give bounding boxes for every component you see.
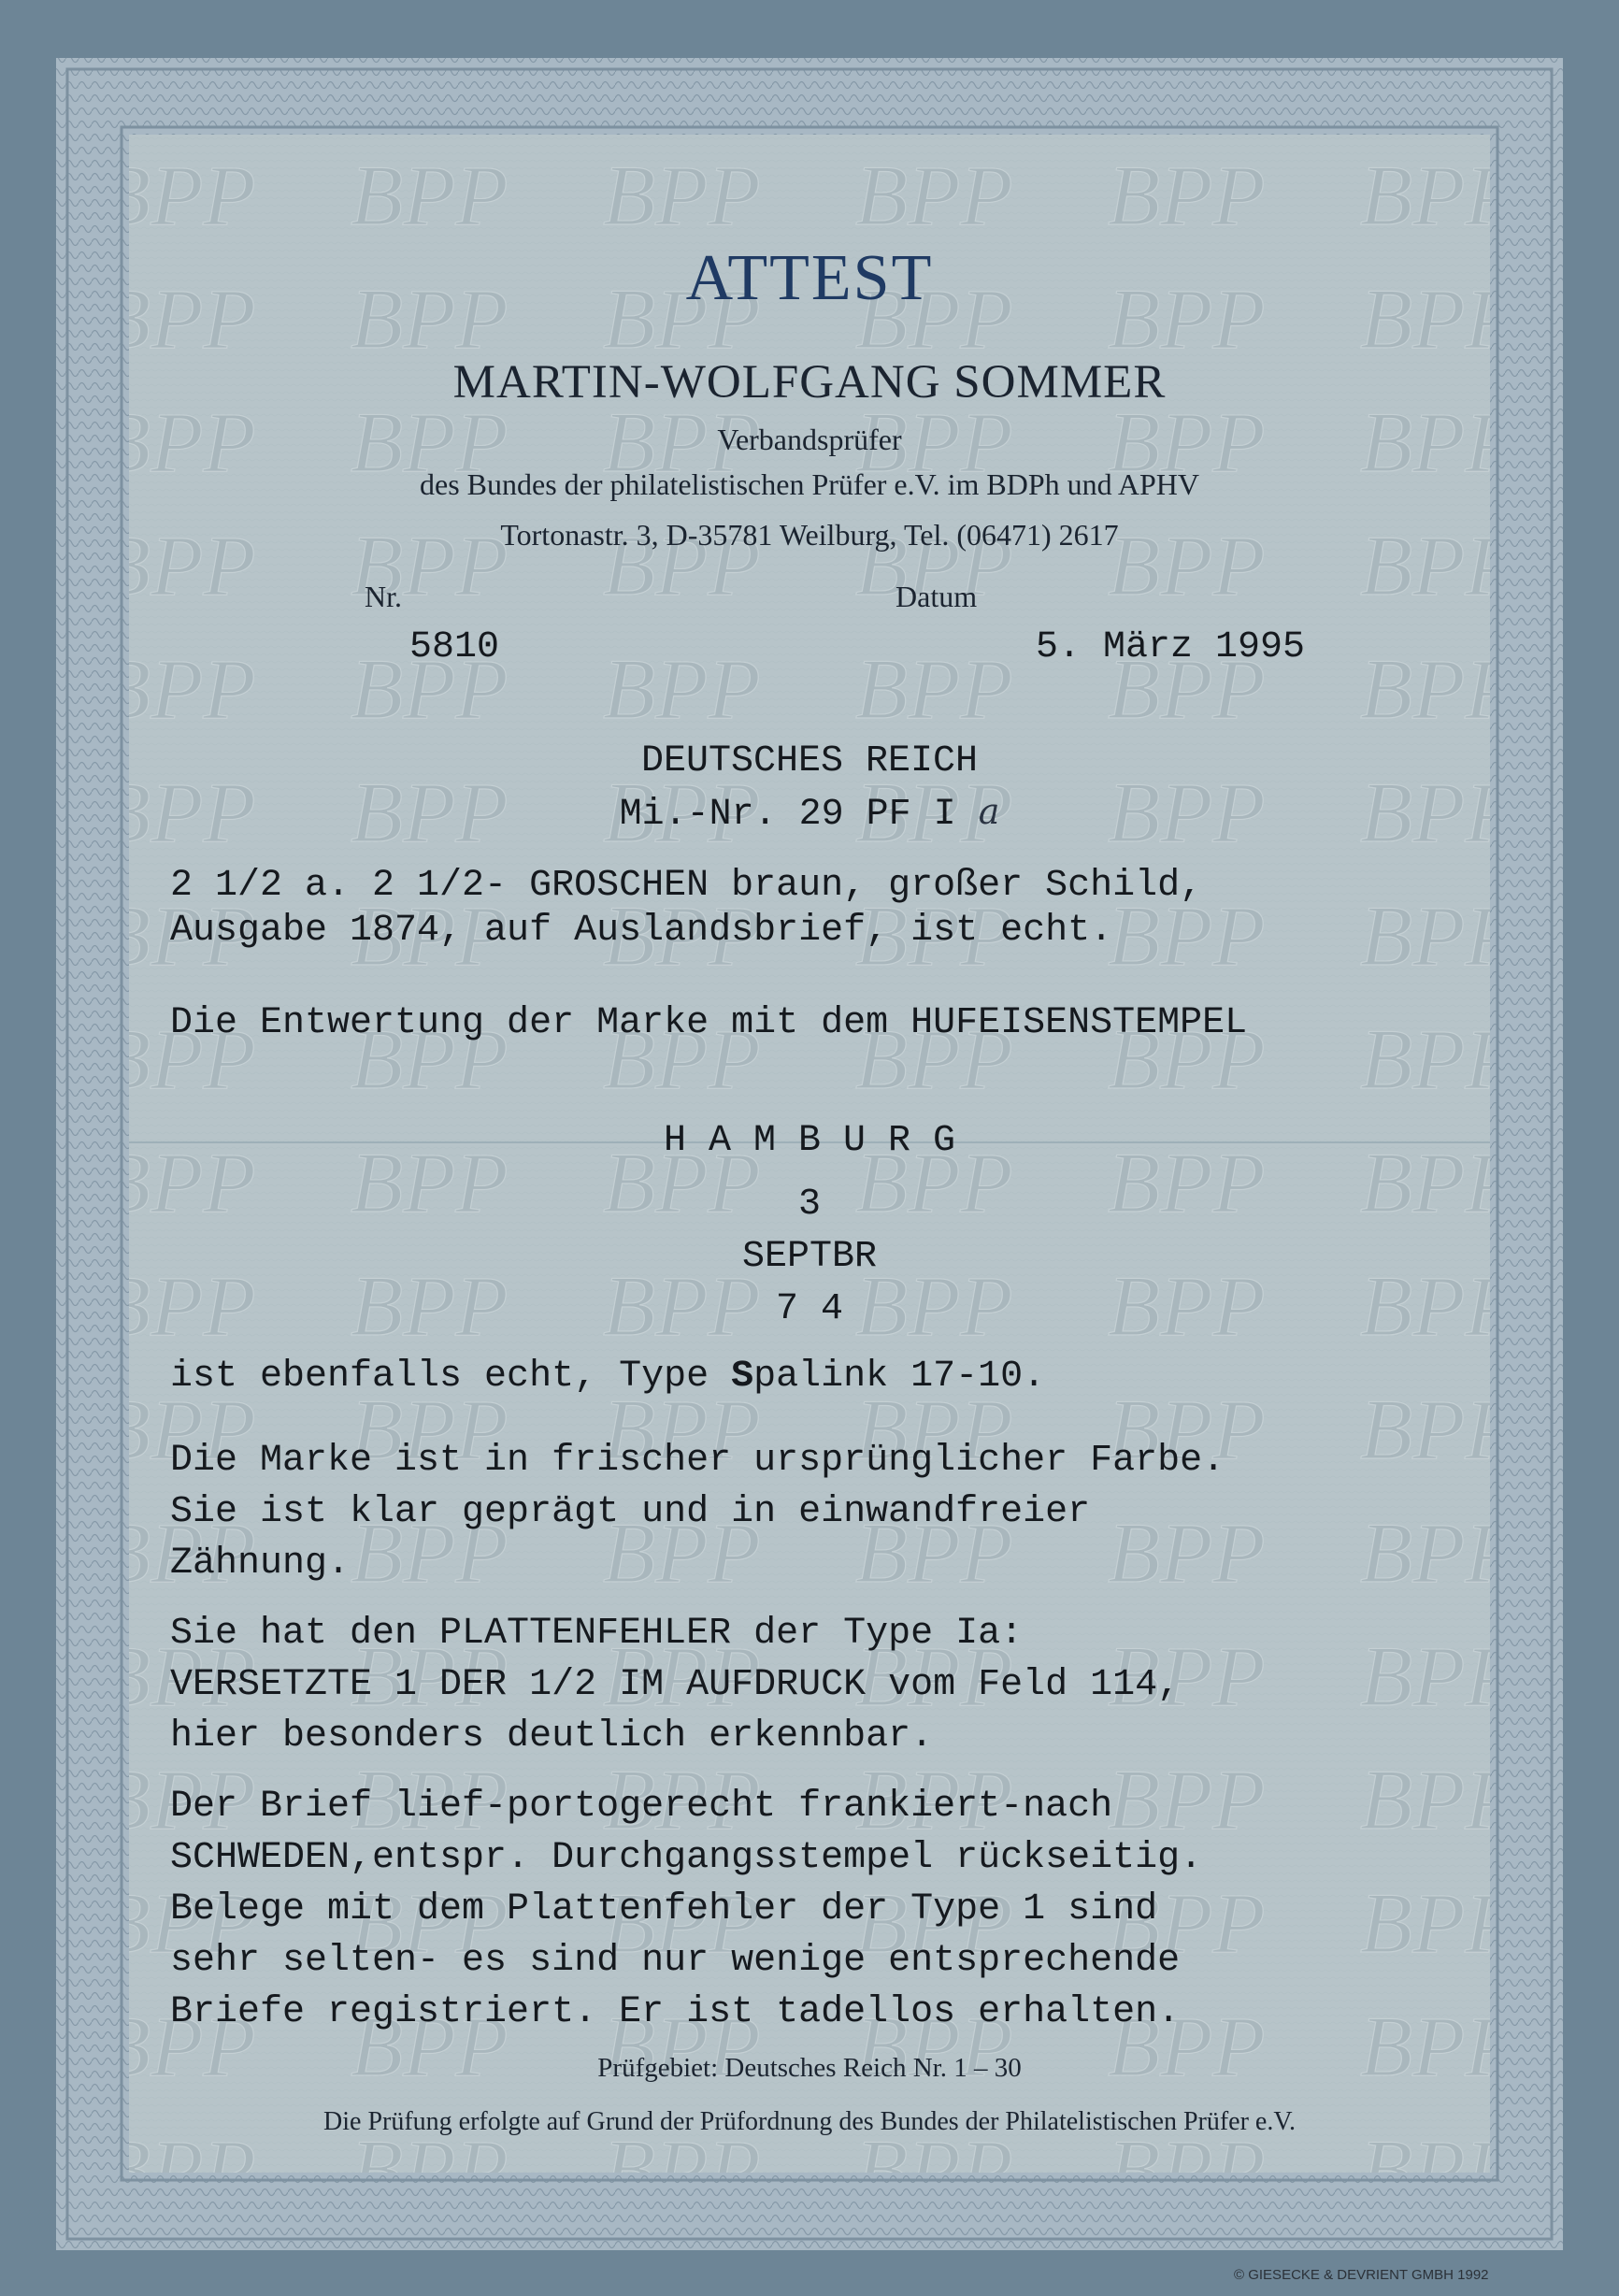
cancel-intro: Die Entwertung der Marke mit dem HUFEISENSTEMPEL (170, 1002, 1248, 1044)
postmark-year: 7 4 (775, 1288, 843, 1330)
condition-line-1: Die Marke ist in frischer ursprünglicher Farbe. (170, 1440, 1225, 1482)
cover-line-4: sehr selten- es sind nur wenige entsprechende (170, 1940, 1181, 1982)
certificate-number: 5810 (409, 626, 500, 668)
condition-line-2: Sie ist klar geprägt und in einwandfreier (170, 1491, 1091, 1533)
condition-line-3: Zähnung. (170, 1543, 351, 1585)
catalog-handwritten-suffix: a (978, 791, 1000, 832)
certificate-title: ATTEST (685, 242, 934, 314)
cancel-result-suffix: palink 17-10. (753, 1356, 1046, 1398)
examiner-address: Tortonastr. 3, D-35781 Weilburg, Tel. (06471) 2617 (500, 518, 1119, 552)
nr-label: Nr. (365, 580, 402, 613)
certificate-date: 5. März 1995 (1036, 626, 1306, 668)
cover-line-3: Belege mit dem Plattenfehler der Type 1 sind (170, 1888, 1158, 1930)
stamp-catalog-number (0, 791, 1619, 836)
examination-scope: Prüfgebiet: Deutsches Reich Nr. 1 – 30 (597, 2053, 1022, 2083)
examiner-name: MARTIN-WOLFGANG SOMMER (452, 356, 1167, 409)
postmark-city: H A M B U R G (663, 1120, 956, 1162)
cancel-result (170, 1356, 1045, 1398)
cancel-result-emph: S (731, 1356, 754, 1398)
description-line-1: 2 1/2 a. 2 1/2- GROSCHEN braun, großer Schild, (170, 865, 1203, 907)
cover-line-1: Der Brief lief-portogerecht frankiert-nach (170, 1786, 1113, 1828)
printer-imprint: © GIESECKE & DEVRIENT GMBH 1992 (1234, 2267, 1489, 2283)
postmark-month: SEPTBR (741, 1236, 878, 1278)
platefault-line-2: VERSETZTE 1 DER 1/2 IM AUFDRUCK vom Feld 114, (170, 1664, 1181, 1706)
stamp-country: DEUTSCHES REICH (640, 740, 979, 782)
date-label: Datum (895, 580, 978, 613)
platefault-line-1: Sie hat den PLATTENFEHLER der Type Ia: (170, 1613, 1024, 1655)
catalog-number-text: Mi.-Nr. 29 PF I (619, 794, 956, 836)
description-line-2: Ausgabe 1874, auf Auslandsbrief, ist echt. (170, 910, 1113, 952)
examination-basis: Die Prüfung erfolgte auf Grund der Prüfordnung des Bundes der Philatelistischen Prüfer e.V. (323, 2107, 1296, 2136)
cover-line-2: SCHWEDEN,entspr. Durchgangsstempel rückseitig. (170, 1837, 1203, 1879)
platefault-line-3: hier besonders deutlich erkennbar. (170, 1715, 934, 1758)
examiner-role: Verbandsprüfer (717, 423, 902, 456)
examiner-association: des Bundes der philatelistischen Prüfer e.V. im BDPh und APHV (419, 467, 1199, 501)
postmark-day: 3 (797, 1184, 821, 1226)
cover-line-5: Briefe registriert. Er ist tadellos erhalten. (170, 1991, 1181, 2033)
cancel-result-prefix: ist ebenfalls echt, Type (170, 1356, 732, 1398)
